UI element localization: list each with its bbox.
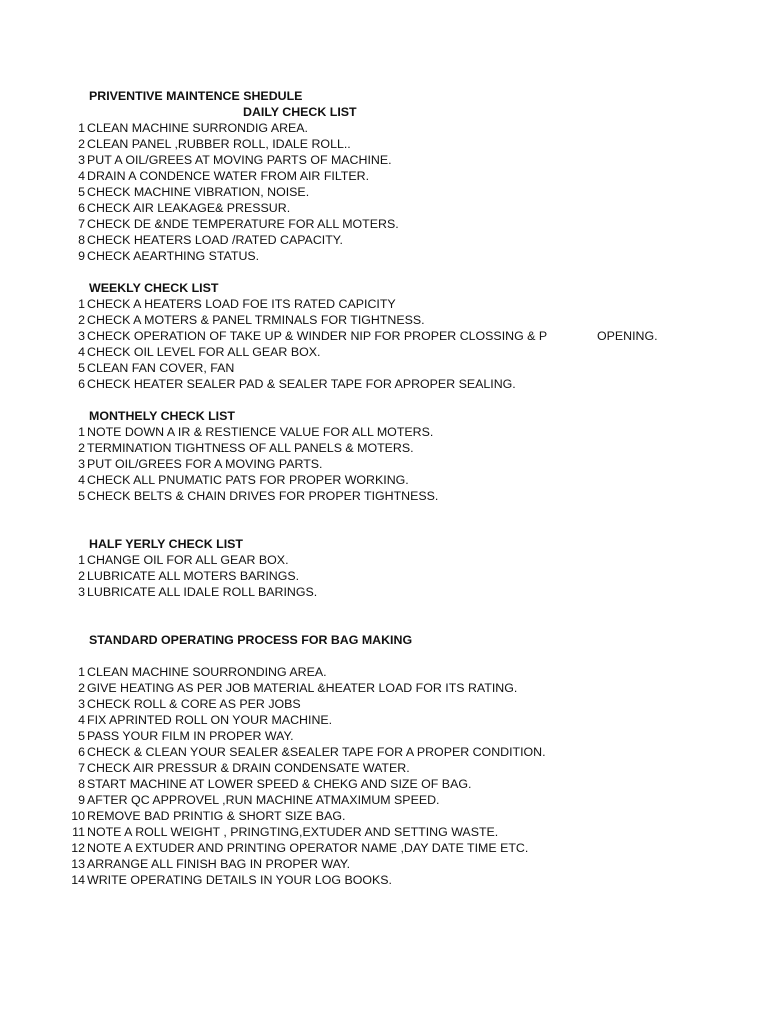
item-number: 11 (72, 825, 85, 839)
list-item (0, 808, 768, 824)
item-text: PUT A OIL/GREES AT MOVING PARTS OF MACHINE. (87, 153, 392, 167)
list-item (0, 568, 768, 584)
item-text: CHECK HEATER SEALER PAD & SEALER TAPE FOR APROPER SEALING. (87, 377, 516, 391)
sop-heading: STANDARD OPERATING PROCESS FOR BAG MAKING (89, 633, 413, 647)
item-text: CHECK A MOTERS & PANEL TRMINALS FOR TIGHTNESS. (87, 313, 425, 327)
list-item (0, 200, 768, 216)
item-number: 7 (78, 761, 85, 775)
item-text-overflow: OPENING. (597, 329, 658, 343)
list-item (0, 840, 768, 856)
list-item (0, 792, 768, 808)
item-number: 1 (78, 425, 85, 439)
item-text: START MACHINE AT LOWER SPEED & CHEKG AND SIZE OF BAG. (87, 777, 472, 791)
list-item (0, 456, 768, 472)
item-number: 9 (78, 249, 85, 263)
list-item (0, 712, 768, 728)
item-text: TERMINATION TIGHTNESS OF ALL PANELS & MOTERS. (87, 441, 414, 455)
item-text: CLEAN FAN COVER, FAN (87, 361, 235, 375)
list-item (0, 856, 768, 872)
item-number: 7 (78, 217, 85, 231)
list-item (0, 488, 768, 504)
list-item (0, 344, 768, 360)
item-number: 4 (78, 713, 85, 727)
item-text: CLEAN MACHINE SURRONDIG AREA. (87, 121, 309, 135)
item-text: DRAIN A CONDENCE WATER FROM AIR FILTER. (87, 169, 370, 183)
monthly-heading: MONTHELY CHECK LIST (89, 409, 235, 423)
list-item (0, 872, 768, 888)
list-item (0, 552, 768, 568)
list-item (0, 328, 768, 344)
spacer (0, 392, 768, 408)
item-text: CHECK OIL LEVEL FOR ALL GEAR BOX. (87, 345, 321, 359)
list-item (0, 232, 768, 248)
list-item (0, 184, 768, 200)
item-number: 10 (71, 809, 85, 823)
spacer (0, 600, 768, 632)
item-text: REMOVE BAD PRINTIG & SHORT SIZE BAG. (87, 809, 346, 823)
weekly-heading: WEEKLY CHECK LIST (89, 281, 219, 295)
half-yearly-heading: HALF YERLY CHECK LIST (89, 537, 243, 551)
item-number: 4 (78, 473, 85, 487)
list-item (0, 824, 768, 840)
list-item (0, 696, 768, 712)
item-number: 13 (71, 857, 85, 871)
item-text: PUT OIL/GREES FOR A MOVING PARTS. (87, 457, 323, 471)
list-item (0, 360, 768, 376)
item-number: 5 (78, 729, 85, 743)
list-item (0, 152, 768, 168)
item-number: 2 (78, 137, 85, 151)
list-item (0, 760, 768, 776)
item-text: CHECK MACHINE VIBRATION, NOISE. (87, 185, 310, 199)
item-number: 5 (78, 185, 85, 199)
daily-heading: DAILY CHECK LIST (243, 105, 357, 119)
item-number: 3 (78, 153, 85, 167)
item-number: 8 (78, 233, 85, 247)
item-number: 3 (78, 697, 85, 711)
list-item (0, 248, 768, 264)
list-item (0, 472, 768, 488)
item-text: NOTE A EXTUDER AND PRINTING OPERATOR NAME ,DAY DATE TIME ETC. (87, 841, 529, 855)
item-text: LUBRICATE ALL IDALE ROLL BARINGS. (87, 585, 318, 599)
item-number: 9 (78, 793, 85, 807)
item-number: 1 (78, 297, 85, 311)
item-text: CHECK HEATERS LOAD /RATED CAPACITY. (87, 233, 343, 247)
item-text: CHECK OPERATION OF TAKE UP & WINDER NIP FOR PROPER CLOSSING & P (87, 329, 548, 343)
item-text: CHECK BELTS & CHAIN DRIVES FOR PROPER TIGHTNESS. (87, 489, 439, 503)
item-number: 2 (78, 441, 85, 455)
list-item (0, 440, 768, 456)
list-item (0, 312, 768, 328)
item-number: 8 (78, 777, 85, 791)
item-number: 14 (71, 873, 85, 887)
item-number: 1 (78, 665, 85, 679)
item-number: 3 (78, 457, 85, 471)
item-text: LUBRICATE ALL MOTERS BARINGS. (87, 569, 300, 583)
item-number: 6 (78, 745, 85, 759)
item-text: CHECK DE &NDE TEMPERATURE FOR ALL MOTERS. (87, 217, 399, 231)
document-page (0, 88, 768, 888)
item-number: 4 (78, 345, 85, 359)
item-number: 6 (78, 377, 85, 391)
item-text: CHECK AIR LEAKAGE& PRESSUR. (87, 201, 291, 215)
item-text: CLEAN MACHINE SOURRONDING AREA. (87, 665, 327, 679)
list-item (0, 664, 768, 680)
item-number: 5 (78, 489, 85, 503)
item-number: 3 (78, 329, 85, 343)
item-text: ARRANGE ALL FINISH BAG IN PROPER WAY. (87, 857, 351, 871)
list-item (0, 584, 768, 600)
item-text: CHECK ALL PNUMATIC PATS FOR PROPER WORKING. (87, 473, 409, 487)
document-title: PRIVENTIVE MAINTENCE SHEDULE (89, 89, 303, 103)
item-text: CHECK AEARTHING STATUS. (87, 249, 260, 263)
item-text: NOTE DOWN A IR & RESTIENCE VALUE FOR ALL MOTERS. (87, 425, 434, 439)
item-text: FIX APRINTED ROLL ON YOUR MACHINE. (87, 713, 333, 727)
item-text: CLEAN PANEL ,RUBBER ROLL, IDALE ROLL.. (87, 137, 351, 151)
item-number: 3 (78, 585, 85, 599)
item-number: 4 (78, 169, 85, 183)
list-item (0, 136, 768, 152)
spacer (0, 648, 768, 664)
item-text: WRITE OPERATING DETAILS IN YOUR LOG BOOKS. (87, 873, 392, 887)
item-text: CHECK A HEATERS LOAD FOE ITS RATED CAPICITY (87, 297, 396, 311)
item-text: NOTE A ROLL WEIGHT , PRINGTING,EXTUDER AND SETTING WASTE. (87, 825, 499, 839)
list-item (0, 168, 768, 184)
item-number: 1 (78, 121, 85, 135)
list-item (0, 296, 768, 312)
list-item (0, 216, 768, 232)
item-text: CHECK ROLL & CORE AS PER JOBS (87, 697, 301, 711)
list-item (0, 424, 768, 440)
item-number: 12 (71, 841, 85, 855)
item-number: 1 (78, 553, 85, 567)
list-item (0, 776, 768, 792)
spacer (0, 504, 768, 536)
item-number: 5 (78, 361, 85, 375)
item-text: CHANGE OIL FOR ALL GEAR BOX. (87, 553, 289, 567)
item-number: 6 (78, 201, 85, 215)
item-text: PASS YOUR FILM IN PROPER WAY. (87, 729, 294, 743)
list-item (0, 728, 768, 744)
list-item (0, 120, 768, 136)
spacer (0, 264, 768, 280)
item-text: AFTER QC APPROVEL ,RUN MACHINE ATMAXIMUM SPEED. (87, 793, 440, 807)
list-item (0, 376, 768, 392)
item-text: GIVE HEATING AS PER JOB MATERIAL &HEATER LOAD FOR ITS RATING. (87, 681, 518, 695)
item-text: CHECK & CLEAN YOUR SEALER &SEALER TAPE FOR A PROPER CONDITION. (87, 745, 546, 759)
list-item (0, 744, 768, 760)
item-text: CHECK AIR PRESSUR & DRAIN CONDENSATE WATER. (87, 761, 410, 775)
item-number: 2 (78, 681, 85, 695)
item-number: 2 (78, 313, 85, 327)
item-number: 2 (78, 569, 85, 583)
list-item (0, 680, 768, 696)
